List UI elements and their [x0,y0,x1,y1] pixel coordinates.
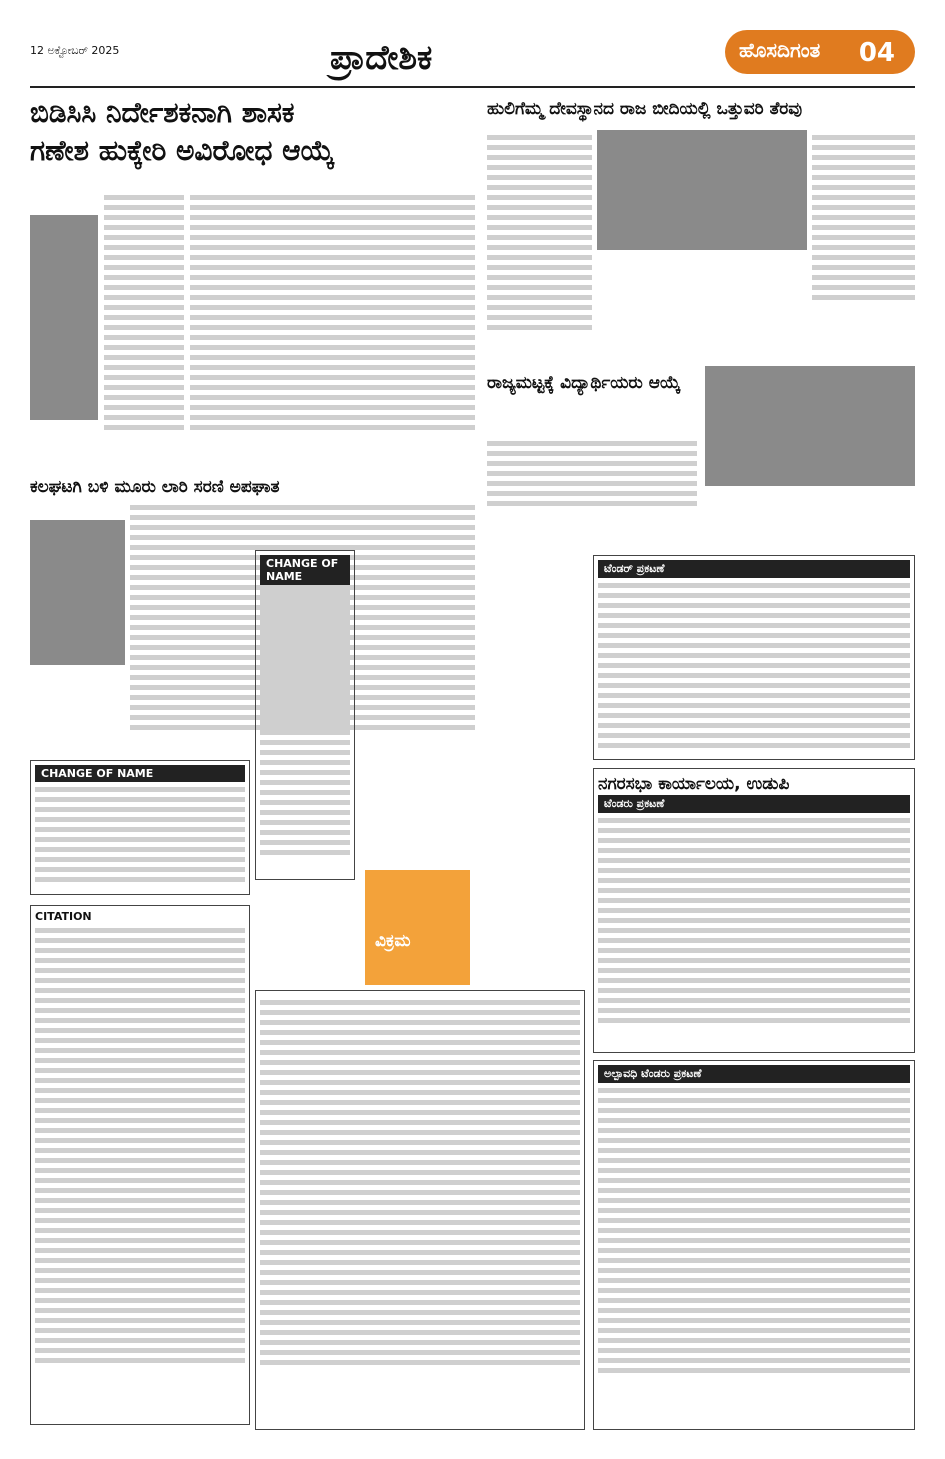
nagarasabha-notice: ನಗರಸಭಾ ಕಾರ್ಯಾಲಯ, ಉಡುಪಿ ಟೆಂಡರು ಪ್ರಕಟಣೆ [593,768,915,1053]
temple-body [487,130,592,350]
temple-sidebar [812,130,915,350]
temple-photo [597,130,807,250]
mla-photo [30,215,98,315]
lead-quotes [190,190,475,460]
change-of-name-notices-2: CHANGE OF NAME [255,550,355,880]
students-headline: ರಾಜ್ಯಮಟ್ಟಕ್ಕೆ ವಿದ್ಯಾರ್ಥಿಯರು ಆಯ್ಕೆ [487,373,681,393]
president-photo [30,315,98,420]
accident-photo [30,520,125,665]
accident-headline: ಕಲಘಟಗಿ ಬಳಿ ಮೂರು ಲಾರಿ ಸರಣಿ ಅಪಘಾತ [30,477,280,497]
citation-notice: CITATION [30,905,250,1425]
vikrama-ad: ವಿಕ್ರಮ [365,870,470,985]
students-photo [705,366,915,486]
change-of-name-notice: CHANGE OF NAME [30,760,250,895]
tender-notice-1: ಟೆಂಡರ್ ಪ್ರಕಟಣೆ [593,555,915,760]
lead-headline: ಬಿಡಿಸಿಸಿ ನಿರ್ದೇಶಕನಾಗಿ ಶಾಸಕ ಗಣೇಶ ಹುಕ್ಕೇರಿ ಅವಿರೋಧ ಆಯ್ಕೆ [30,96,335,167]
issue-date: 12 ಅಕ್ಟೋಬರ್ 2025 [30,44,120,57]
masthead: ಹೊಸದಿಗಂತ [725,30,915,74]
students-body [487,436,697,506]
page-header [0,0,945,86]
lead-body [104,190,184,460]
section-title: ಪ್ರಾದೇಶಿಕ [330,38,433,78]
page-number: 04 [858,38,895,68]
temple-headline: ಹುಲಿಗೆಮ್ಮ ದೇವಸ್ಥಾನದ ರಾಜ ಬೀದಿಯಲ್ಲಿ ಒತ್ತುವರಿ ತೆರವು [487,99,803,119]
header-rule [30,86,915,88]
tender-notice-3: ಅಲ್ಪಾವಧಿ ಟೆಂಡರು ಪ್ರಕಟಣೆ [593,1060,915,1430]
auction-schedule-notice [255,990,585,1430]
